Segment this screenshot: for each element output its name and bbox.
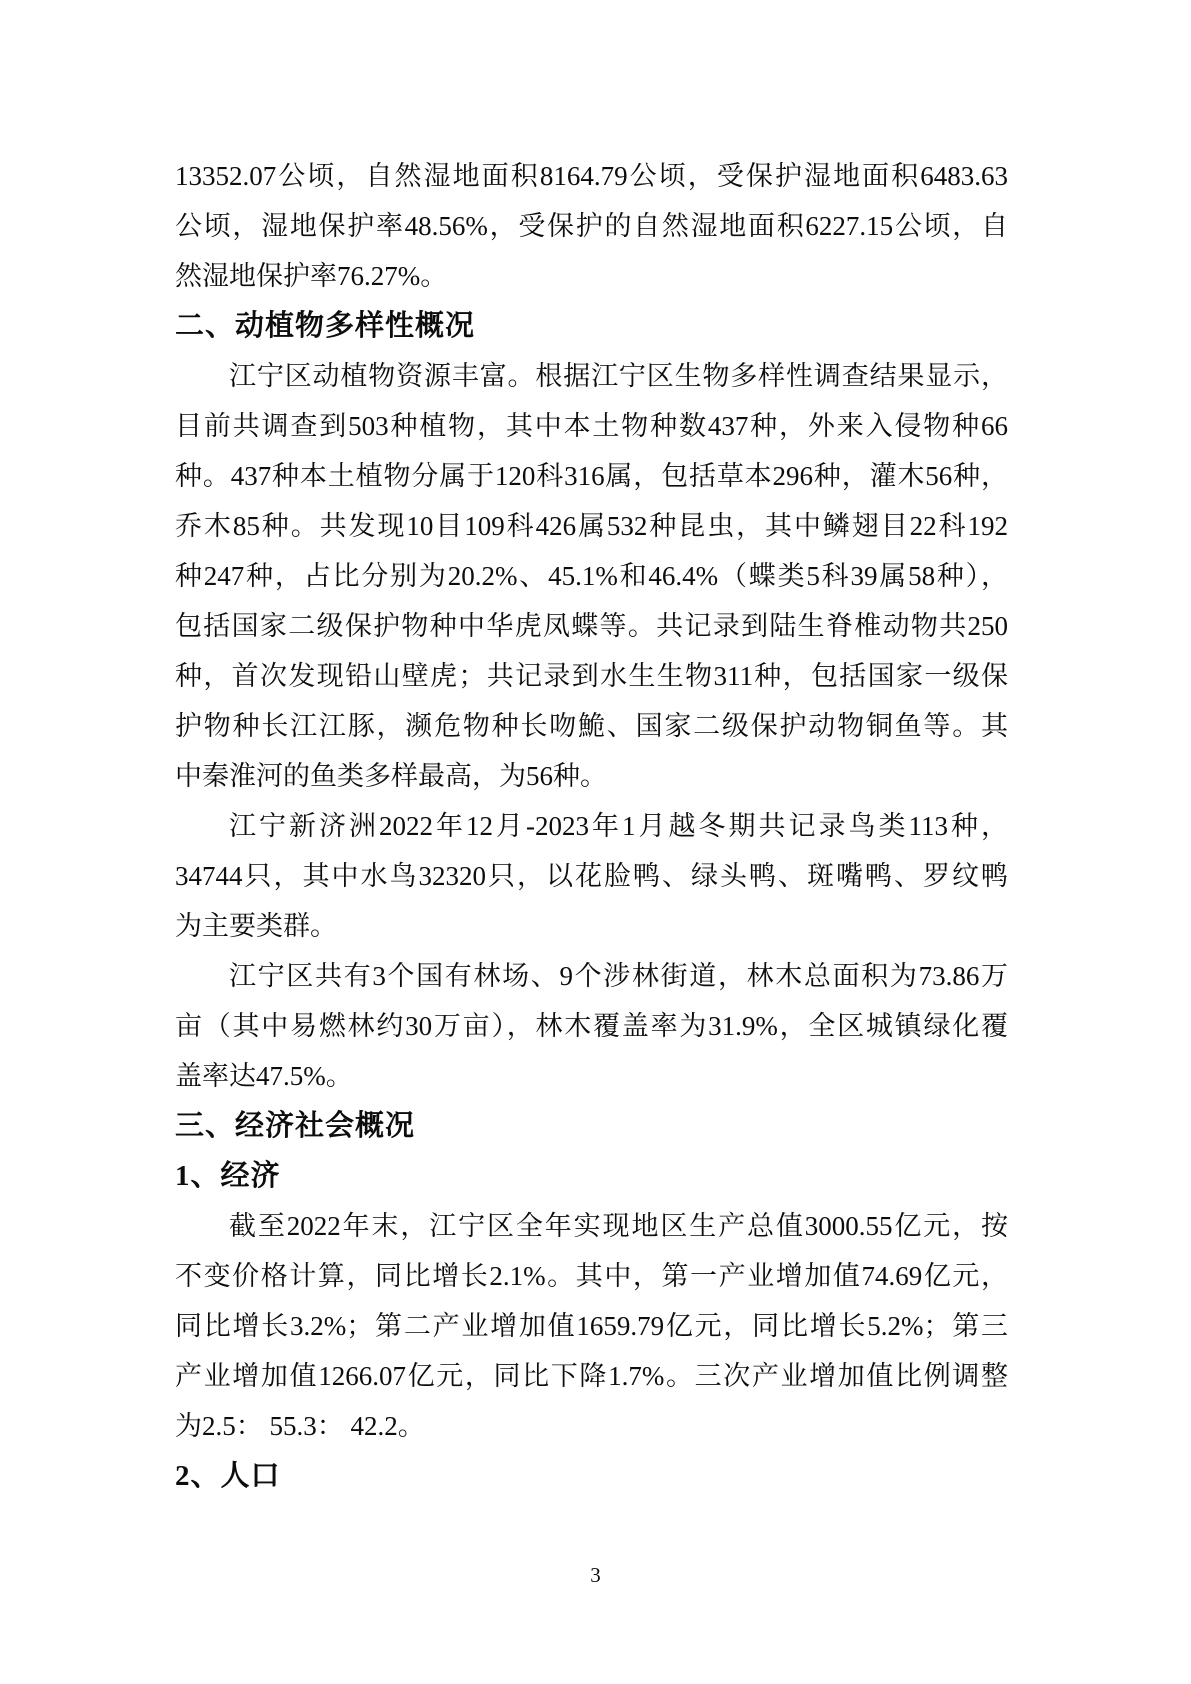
paragraph bbox=[175, 1201, 1008, 1451]
text-line: 中秦淮河的鱼类多样最高，为56种。 bbox=[175, 761, 607, 791]
heading-line: 2、人口 bbox=[175, 1460, 281, 1492]
text-line: 乔木85种。共发现10目109科426属532种昆虫，其中鳞翅目22科192 bbox=[175, 511, 1008, 541]
section-heading bbox=[175, 301, 1008, 351]
heading-line: 二、动植物多样性概况 bbox=[175, 310, 476, 342]
paragraph bbox=[175, 351, 1008, 801]
text-line: 产业增加值1266.07亿元，同比下降1.7%。三次产业增加值比例调整 bbox=[175, 1361, 1008, 1391]
page-number: 3 bbox=[590, 1563, 601, 1587]
section-heading bbox=[175, 1101, 1008, 1151]
text-line: 江宁新济洲2022年12月-2023年1月越冬期共记录鸟类113种， bbox=[229, 811, 1008, 841]
text-line: 亩（其中易燃林约30万亩），林木覆盖率为31.9%，全区城镇绿化覆 bbox=[175, 1011, 1008, 1041]
paragraph bbox=[175, 151, 1008, 301]
text-line: 为2.5： 55.3： 42.2。 bbox=[175, 1411, 425, 1441]
text-line: 为主要类群。 bbox=[175, 911, 337, 941]
text-line: 种，首次发现铅山壁虎；共记录到水生生物311种，包括国家一级保 bbox=[175, 661, 1008, 691]
text-line: 江宁区动植物资源丰富。根据江宁区生物多样性调查结果显示， bbox=[229, 361, 1008, 391]
text-line: 江宁区共有3个国有林场、9个涉林街道，林木总面积为73.86万 bbox=[229, 961, 1008, 991]
document-body bbox=[175, 151, 1008, 1501]
text-line: 盖率达47.5%。 bbox=[175, 1061, 353, 1091]
text-line: 不变价格计算，同比增长2.1%。其中，第一产业增加值74.69亿元， bbox=[175, 1261, 1008, 1291]
heading-line: 1、经济 bbox=[175, 1160, 281, 1192]
text-line: 34744只，其中水鸟32320只，以花脸鸭、绿头鸭、斑嘴鸭、罗纹鸭 bbox=[175, 861, 1008, 891]
text-line: 同比增长3.2%；第二产业增加值1659.79亿元，同比增长5.2%；第三 bbox=[175, 1311, 1008, 1341]
text-line: 公顷，湿地保护率48.56%，受保护的自然湿地面积6227.15公顷，自 bbox=[175, 211, 1008, 241]
text-line: 13352.07公顷，自然湿地面积8164.79公顷，受保护湿地面积6483.63 bbox=[175, 161, 1008, 191]
text-line: 种。437种本土植物分属于120科316属，包括草本296种，灌木56种， bbox=[175, 461, 1008, 491]
heading-line: 三、经济社会概况 bbox=[175, 1110, 416, 1142]
text-line: 截至2022年末，江宁区全年实现地区生产总值3000.55亿元，按 bbox=[229, 1211, 1008, 1241]
paragraph bbox=[175, 801, 1008, 951]
text-line: 包括国家二级保护物种中华虎凤蝶等。共记录到陆生脊椎动物共250 bbox=[175, 611, 1008, 641]
section-heading bbox=[175, 1151, 1008, 1201]
text-line: 护物种长江江豚，濒危物种长吻鮠、国家二级保护动物铜鱼等。其 bbox=[175, 711, 1008, 741]
text-line: 种247种，占比分别为20.2%、45.1%和46.4%（蝶类5科39属58种）， bbox=[175, 561, 1008, 591]
text-line: 然湿地保护率76.27%。 bbox=[175, 261, 448, 291]
text-line: 目前共调查到503种植物，其中本土物种数437种，外来入侵物种66 bbox=[175, 411, 1008, 441]
section-heading bbox=[175, 1451, 1008, 1501]
paragraph bbox=[175, 951, 1008, 1101]
